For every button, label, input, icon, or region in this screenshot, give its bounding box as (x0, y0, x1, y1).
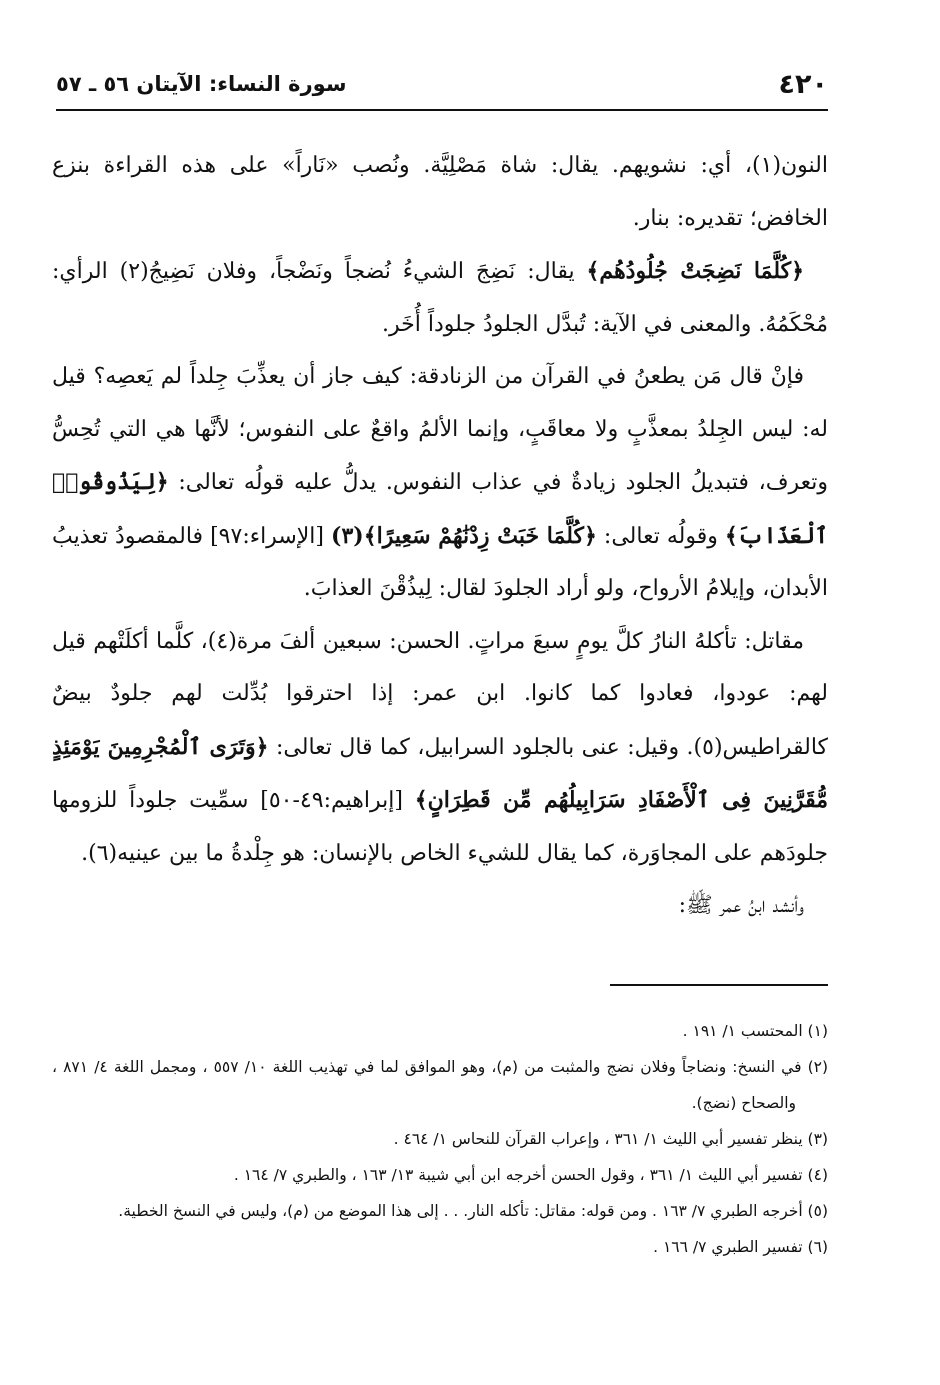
footnotes (52, 1013, 828, 1265)
quran-quote: ﴿لِيَذُوقُوا۟ ٱلْعَذَابَ﴾ (52, 469, 829, 549)
paragraph-4 (52, 616, 828, 881)
footnote-3: (٣) ينظر تفسير أبي الليث ١/ ٣٦١ ، وإعراب القرآن للنحاس ١/ ٤٦٤ . (393, 1130, 828, 1148)
paragraph-3-text-b: وقولُه تعالى: (603, 523, 718, 549)
paragraph-3-text-a: فإنْ قال مَن يطعنُ في القرآن من الزنادقة: كيف جاز أن يعذِّبَ جِلداً لم يَعصِه؟ قيل له: ليس الجِلدُ بمعذَّبٍ ولا معاقَبٍ، وإنما الألمُ واقعٌ على النفوس؛ لأنَّها هي التي تُحِسُّ وتعرف، فتبديلُ الجلود زيادةٌ في عذاب النفوس. يدلُّ عليه قولُه تعالى: (52, 364, 828, 495)
paragraph-1: النون(١)، أي: نشويهم. يقال: شاة مَصْلِيَّة. ونُصب «نَاراً» على هذه القراءة بنزع الخافض؛ تقديره: بنار. (52, 153, 828, 231)
footnote-divider (610, 984, 828, 986)
footnote-4: (٤) تفسير أبي الليث ١/ ٣٦١ ، وقول الحسن أخرجه ابن أبي شيبة ١٣/ ١٦٣ ، والطبري ٧/ ١٦٤ . (233, 1166, 828, 1184)
page-number: ٤٢٠ (778, 68, 828, 100)
quran-quote: ﴿كُلَّمَا خَبَتْ زِدْنَٰهُمْ سَعِيرًا﴾(٣) (331, 522, 597, 549)
paragraph-3 (52, 351, 828, 616)
paragraph-4-text-a: مقاتل: تأكلهُ النارُ كلَّ يومٍ سبعَ مراتٍ. الحسن: سبعين ألفَ مرة(٤)، كلَّما أكلَتْهم قيل لهم: عودوا، فعادوا كما كانوا. ابن عمر: إذا احترقوا بُدِّلت لهم جلودٌ بيضٌ كالقراطيس(٥). وقيل: عنى بالجلود السرابيل، كما قال تعالى: (52, 628, 828, 760)
running-header (56, 64, 828, 104)
paragraph-2-text: يقال: نَضِجَ الشيءُ نُضجاً ونَضْجاً، وفلان نَضِيجُ(٢) الرأي: مُحْكَمُهُ. والمعنى في الآية: تُبدَّل الجلودُ جلوداً أُخَر. (52, 259, 828, 337)
footnote-6: (٦) تفسير الطبري ٧/ ١٦٦ . (653, 1238, 828, 1256)
quran-quote: ﴿وَتَرَى ٱلْمُجْرِمِينَ يَوْمَئِذٍ مُّقَرَّنِينَ فِى ٱلْأَصْفَادِ سَرَابِيلُهُم مِّن قَطِرَانٍ﴾ (52, 733, 828, 813)
footnote-2: (٢) في النسخ: ونضاجاً وفلان نضج والمثبت من (م)، وهو الموافق لما في تهذيب اللغة ١٠/ ٥٥٧ ، ومجمل اللغة ٤/ ٨٧١ ، والصحاح (نضج). (52, 1058, 829, 1112)
paragraph-2 (52, 245, 828, 351)
header-divider (56, 109, 828, 111)
footnote-1: (١) المحتسب ١/ ١٩١ . (682, 1022, 828, 1040)
paragraph-5: وأنشد ابنُ عمر ﷺ: (678, 893, 804, 918)
footnote-5: (٥) أخرجه الطبري ٧/ ١٦٣ . ومن قوله: مقاتل: تأكله النار. . . إلى هذا الموضع من (م)، وليس في النسخ الخطية. (118, 1202, 828, 1220)
running-title: سورة النساء: الآيتان ٥٦ ـ ٥٧ (56, 72, 347, 96)
quran-quote: ﴿كُلَّمَا نَضِجَتْ جُلُودُهُم﴾ (586, 258, 804, 284)
paragraph-3-text-c: [الإسراء:٩٧] فالمقصودُ تعذيبُ الأبدان، وإيلامُ الأرواح، ولو أراد الجلودَ لقال: لِيذُقْنَ العذابَ. (52, 523, 828, 601)
paragraph-4-text-b: [إبراهيم:٤٩-٥٠] سمِّيت جلوداً للزومها جلودَهم على المجاوَرة، كما يقال للشيء الخاص بالإنسان: هو جِلْدةُ ما بين عينيه(٦). (52, 788, 828, 866)
main-text (52, 140, 828, 933)
